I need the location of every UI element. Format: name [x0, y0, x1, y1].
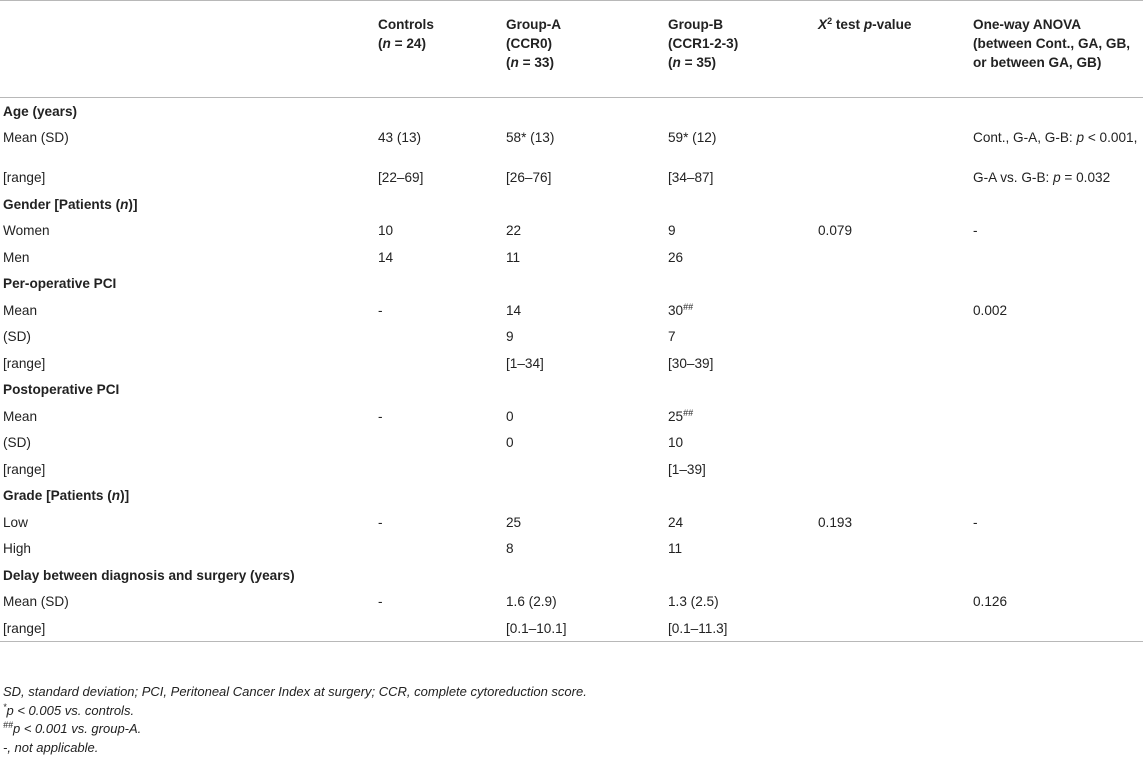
header-group-b-title: Group-B [668, 17, 724, 32]
cell-controls: - [378, 594, 383, 609]
cell-controls [370, 350, 498, 377]
table-row [0, 323, 1143, 350]
section-row [0, 270, 1143, 297]
cell-label: Mean (SD) [3, 130, 69, 145]
cell-label: Mean [3, 302, 38, 318]
cell-anova: Cont., G-A, G-B: p < 0.001, [973, 130, 1138, 145]
cell-group-a: 0 [506, 408, 514, 424]
section-label: Grade [Patients (n)] [3, 488, 130, 503]
table-row [0, 456, 1143, 483]
cell-group-a: 14 [506, 302, 522, 318]
footnote-star: *p < 0.005 vs. controls. [3, 701, 135, 718]
cell-chi-square [810, 535, 965, 562]
cell-chi-square [810, 323, 965, 350]
cell-controls: - [378, 408, 383, 424]
cell-group-b: 10 [668, 435, 684, 450]
section-label: Per-operative PCI [3, 276, 117, 291]
cell-group-b: 7 [668, 329, 676, 344]
cell-chi-square: 0.193 [818, 514, 853, 530]
table-row [0, 588, 1143, 615]
table-row [0, 509, 1143, 536]
cell-anova: G-A vs. G-B: p = 0.032 [973, 170, 1111, 185]
cell-controls: 14 [378, 249, 394, 265]
header-chi-square: $X^2$ test p-value [818, 16, 912, 32]
cell-group-b: 9 [668, 223, 676, 238]
cell-chi-square [810, 429, 965, 456]
header-anova: One-way ANOVA (between Cont., GA, GB, or between GA, GB) [973, 17, 1131, 70]
cell-group-a: 0 [506, 435, 514, 450]
footnote-na: -, not applicable. [3, 740, 99, 756]
cell-group-a: [26–76] [506, 170, 552, 185]
table-row [0, 350, 1143, 377]
cell-group-b: [0.1–11.3] [668, 620, 728, 636]
footnote-hash: ##p < 0.001 vs. group-A. [3, 720, 142, 737]
header-group-b [660, 1, 810, 98]
section-label: Postoperative PCI [3, 382, 120, 397]
cell-controls [370, 456, 498, 483]
cell-chi-square [810, 615, 965, 642]
cell-group-a: 8 [506, 541, 514, 556]
header-group-a-n: (n = 33) [506, 55, 554, 70]
cell-group-b: 11 [668, 541, 683, 556]
cell-anova [965, 456, 1143, 483]
cell-group-a: 9 [506, 329, 514, 344]
cell-controls: - [378, 514, 383, 530]
cell-anova: 0.126 [973, 594, 1008, 609]
cell-controls: 43 (13) [378, 130, 422, 145]
table-row [0, 615, 1143, 642]
cell-label: (SD) [3, 435, 31, 450]
cell-group-a: [0.1–10.1] [506, 620, 567, 636]
footnotes [3, 683, 1103, 758]
cell-anova [965, 429, 1143, 456]
table-row [0, 124, 1143, 164]
cell-label: [range] [3, 461, 46, 477]
table-row [0, 164, 1143, 191]
section-label: Gender [Patients (n)] [3, 196, 138, 212]
cell-label: [range] [3, 355, 46, 371]
header-group-b-n: (n = 35) [668, 55, 716, 70]
cell-chi-square [810, 124, 965, 164]
cell-controls: 10 [378, 223, 394, 238]
cell-group-a: 1.6 (2.9) [506, 594, 557, 609]
cell-controls [370, 429, 498, 456]
header-group-a-ccr: (CCR0) [506, 36, 553, 51]
section-row [0, 562, 1143, 589]
table-row [0, 429, 1143, 456]
cell-label: Low [3, 514, 28, 530]
section-label: Delay between diagnosis and surgery (years) [3, 567, 295, 583]
table-row [0, 403, 1143, 430]
cell-chi-square [810, 164, 965, 191]
header-group-b-ccr: (CCR1-2-3) [668, 36, 739, 51]
cell-group-a: 25 [506, 514, 522, 530]
cell-controls: [22–69] [378, 170, 424, 185]
cell-anova [965, 323, 1143, 350]
cell-group-b: [34–87] [668, 170, 714, 185]
cell-chi-square: 0.079 [818, 223, 853, 238]
cell-anova [965, 535, 1143, 562]
cell-group-b: 30## [668, 301, 694, 318]
header-controls-title: Controls [378, 17, 434, 32]
header-row [0, 1, 1143, 98]
cell-group-a: 58* (13) [506, 130, 555, 145]
cell-chi-square [810, 456, 965, 483]
cell-controls [370, 535, 498, 562]
section-label: Age (years) [3, 104, 78, 119]
cell-anova: - [973, 514, 978, 530]
cell-anova [965, 403, 1143, 430]
cell-group-b: 1.3 (2.5) [668, 594, 719, 609]
cell-chi-square [810, 350, 965, 377]
cell-anova [965, 615, 1143, 642]
cell-chi-square [810, 403, 965, 430]
cell-group-b: [30–39] [668, 355, 714, 371]
cell-anova [965, 350, 1143, 377]
cell-group-b: 25## [668, 407, 694, 424]
header-group-a-title: Group-A [506, 17, 562, 32]
table-row [0, 244, 1143, 271]
section-row [0, 376, 1143, 403]
cell-chi-square [810, 297, 965, 324]
footnote-abbrev: SD, standard deviation; PCI, Peritoneal Cancer Index at surgery; CCR, complete cytoreduction score. [3, 684, 587, 699]
table-row [0, 297, 1143, 324]
header-group-a [498, 1, 660, 98]
cell-controls [370, 615, 498, 642]
cell-anova [965, 244, 1143, 271]
table-row [0, 217, 1143, 244]
cell-anova: 0.002 [973, 302, 1008, 318]
cell-label: Men [3, 249, 30, 265]
cell-label: [range] [3, 620, 46, 636]
section-row [0, 482, 1143, 509]
cell-chi-square [810, 588, 965, 615]
cell-group-a: 22 [506, 223, 522, 238]
cell-label: Women [3, 223, 50, 238]
cell-controls [370, 323, 498, 350]
cell-label: [range] [3, 170, 46, 185]
cell-group-a: [1–34] [506, 355, 544, 371]
cell-chi-square [810, 244, 965, 271]
cell-group-a: 11 [506, 249, 521, 265]
table-row [0, 535, 1143, 562]
cell-group-a [498, 456, 660, 483]
table-body [0, 98, 1143, 642]
header-cell-blank [0, 1, 370, 98]
cell-group-b: 59* (12) [668, 130, 717, 145]
cell-group-b: [1–39] [668, 461, 706, 477]
cell-group-b: 24 [668, 514, 684, 530]
cell-label: High [3, 541, 31, 556]
cell-label: Mean (SD) [3, 594, 69, 609]
section-row [0, 191, 1143, 218]
table-header [0, 1, 1143, 98]
cell-label: (SD) [3, 329, 31, 344]
header-controls-n: (n = 24) [378, 36, 426, 51]
cell-label: Mean [3, 408, 38, 424]
cell-controls: - [378, 302, 383, 318]
cell-anova: - [973, 223, 978, 238]
header-controls [370, 1, 498, 98]
section-row [0, 98, 1143, 125]
cell-group-b: 26 [668, 249, 684, 265]
